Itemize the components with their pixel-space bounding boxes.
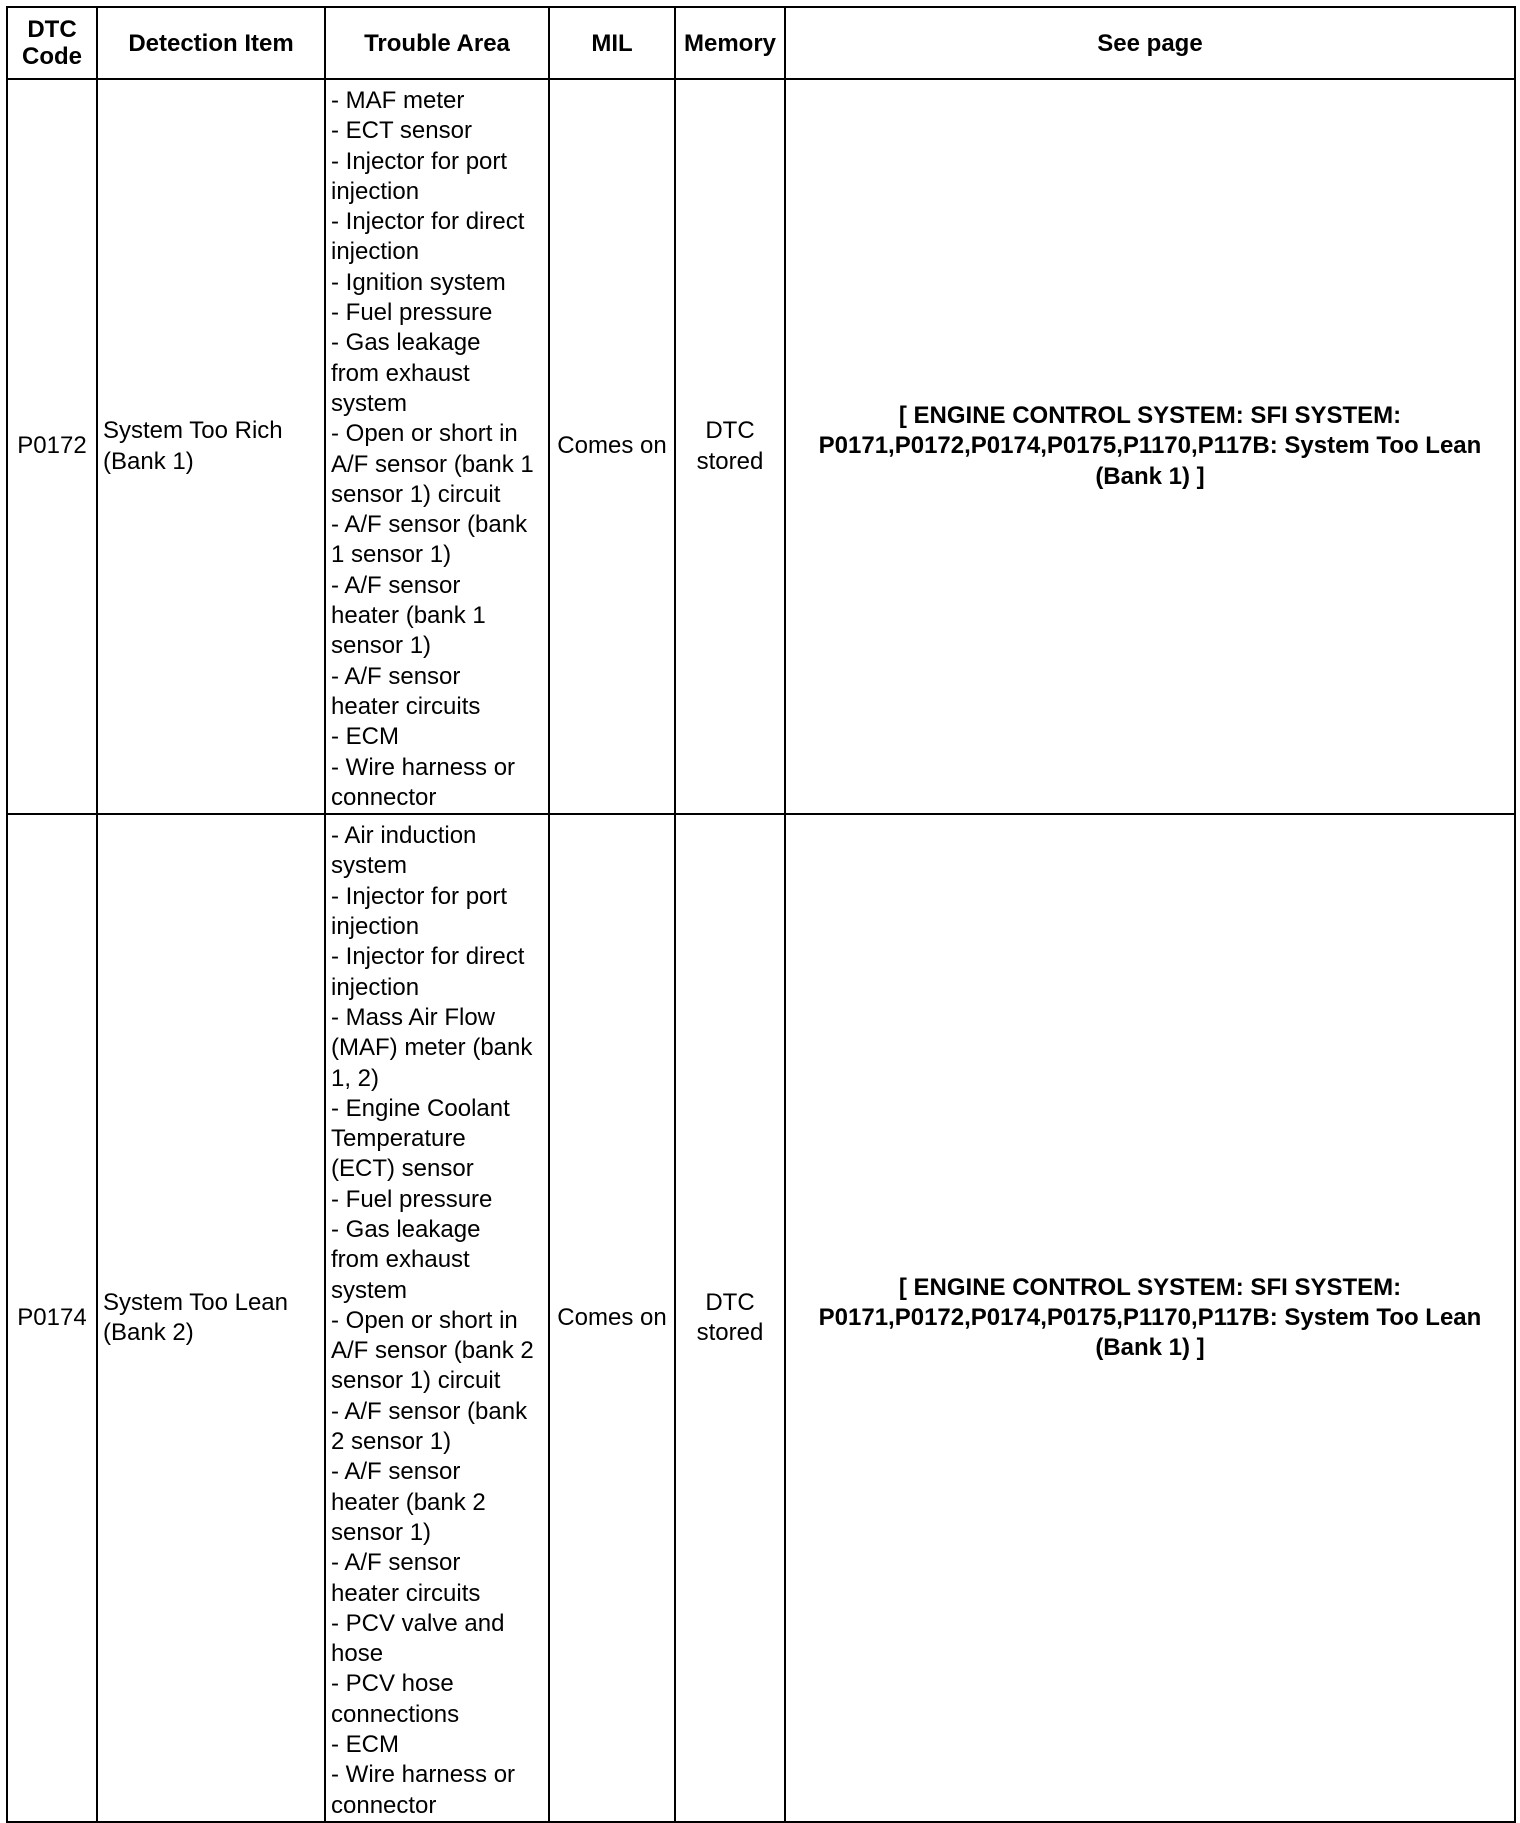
trouble-area-line: heater (bank 1 (331, 602, 486, 630)
trouble-area-line: 1, 2) (331, 1064, 380, 1092)
trouble-area-line: heater circuits (331, 1579, 481, 1607)
dtc-table (6, 6, 1516, 1823)
trouble-area-line: - Wire harness or (331, 1761, 516, 1789)
trouble-area-line: heater (bank 2 (331, 1488, 486, 1516)
table-row (7, 79, 1515, 814)
trouble-area-line: system (331, 852, 408, 880)
trouble-area-line: sensor 1) (331, 1518, 432, 1546)
trouble-area-cell (325, 814, 549, 1822)
detection-item-cell: System Too Lean (Bank 2) (97, 814, 325, 1822)
trouble-area-line: system (331, 389, 408, 417)
detection-item-cell: System Too Rich (Bank 1) (97, 79, 325, 814)
trouble-area-line: - PCV valve and (331, 1609, 505, 1637)
trouble-area-line: - Fuel pressure (331, 1185, 493, 1213)
trouble-area-line: 2 sensor 1) (331, 1428, 452, 1456)
memory-cell: DTC stored (675, 79, 785, 814)
see-page-link[interactable]: [ ENGINE CONTROL SYSTEM: SFI SYSTEM: P0171,P0172,P0174,P0175,P1170,P117B: System Too Lean (Bank 1) ] (785, 814, 1515, 1822)
trouble-area-line: - A/F sensor (331, 571, 461, 599)
trouble-area-line: Temperature (331, 1125, 466, 1153)
trouble-area-line: - Open or short in (331, 1306, 518, 1334)
trouble-area-line: - Injector for direct (331, 208, 525, 236)
trouble-area-line: - A/F sensor (bank (331, 511, 528, 539)
trouble-area-line: A/F sensor (bank 1 (331, 450, 534, 478)
trouble-area-line: - Injector for port (331, 147, 508, 175)
see-page-link[interactable]: [ ENGINE CONTROL SYSTEM: SFI SYSTEM: P0171,P0172,P0174,P0175,P1170,P117B: System Too Lean (Bank 1) ] (785, 79, 1515, 814)
header-dtc-code: DTC Code (7, 7, 97, 79)
trouble-area-line: sensor 1) circuit (331, 1367, 501, 1395)
trouble-area-line: injection (331, 238, 420, 266)
trouble-area-line: (MAF) meter (bank (331, 1034, 533, 1062)
trouble-area-line: injection (331, 177, 420, 205)
trouble-area-line: - Engine Coolant (331, 1094, 510, 1122)
trouble-area-line: - Wire harness or (331, 753, 516, 781)
trouble-area-line: - A/F sensor (331, 1549, 461, 1577)
trouble-area-line: - Open or short in (331, 420, 518, 448)
trouble-area-line: - Air induction (331, 822, 477, 850)
trouble-area-line: - Injector for port (331, 882, 508, 910)
mil-cell: Comes on (549, 79, 675, 814)
trouble-area-line: - A/F sensor (bank (331, 1397, 528, 1425)
trouble-area-line: heater circuits (331, 692, 481, 720)
trouble-area-line: - Mass Air Flow (331, 1003, 496, 1031)
header-memory: Memory (675, 7, 785, 79)
trouble-area-line: - Injector for direct (331, 943, 525, 971)
table-row (7, 814, 1515, 1822)
trouble-area-line: sensor 1) (331, 632, 432, 660)
header-mil: MIL (549, 7, 675, 79)
trouble-area-line: - PCV hose (331, 1670, 454, 1698)
mil-cell: Comes on (549, 814, 675, 1822)
trouble-area-line: 1 sensor 1) (331, 541, 452, 569)
trouble-area-line: hose (331, 1640, 384, 1668)
trouble-area-line: - A/F sensor (331, 662, 461, 690)
trouble-area-line: - Ignition system (331, 268, 506, 296)
dtc-table-wrapper (6, 6, 1514, 1823)
trouble-area-line: - ECM (331, 1731, 399, 1759)
trouble-area-line: connector (331, 783, 437, 811)
trouble-area-line: - ECM (331, 723, 399, 751)
trouble-area-line: - Gas leakage (331, 329, 481, 357)
trouble-area-line: sensor 1) circuit (331, 480, 501, 508)
trouble-area-line: connections (331, 1700, 460, 1728)
header-trouble-area: Trouble Area (325, 7, 549, 79)
trouble-area-line: injection (331, 913, 420, 941)
memory-cell: DTC stored (675, 814, 785, 1822)
trouble-area-line: from exhaust (331, 1246, 470, 1274)
trouble-area-line: - A/F sensor (331, 1458, 461, 1486)
trouble-area-line: - ECT sensor (331, 117, 472, 145)
dtc-code-cell: P0172 (7, 79, 97, 814)
trouble-area-cell (325, 79, 549, 814)
trouble-area-line: injection (331, 973, 420, 1001)
trouble-area-line: - Gas leakage (331, 1215, 481, 1243)
trouble-area-line: A/F sensor (bank 2 (331, 1337, 534, 1365)
dtc-code-cell: P0174 (7, 814, 97, 1822)
header-row (7, 7, 1515, 79)
trouble-area-line: from exhaust (331, 359, 470, 387)
trouble-area-line: system (331, 1276, 408, 1304)
trouble-area-line: (ECT) sensor (331, 1155, 474, 1183)
trouble-area-line: - MAF meter (331, 87, 465, 114)
trouble-area-line: connector (331, 1791, 437, 1819)
trouble-area-line: - Fuel pressure (331, 299, 493, 327)
header-detection-item: Detection Item (97, 7, 325, 79)
header-see-page: See page (785, 7, 1515, 79)
